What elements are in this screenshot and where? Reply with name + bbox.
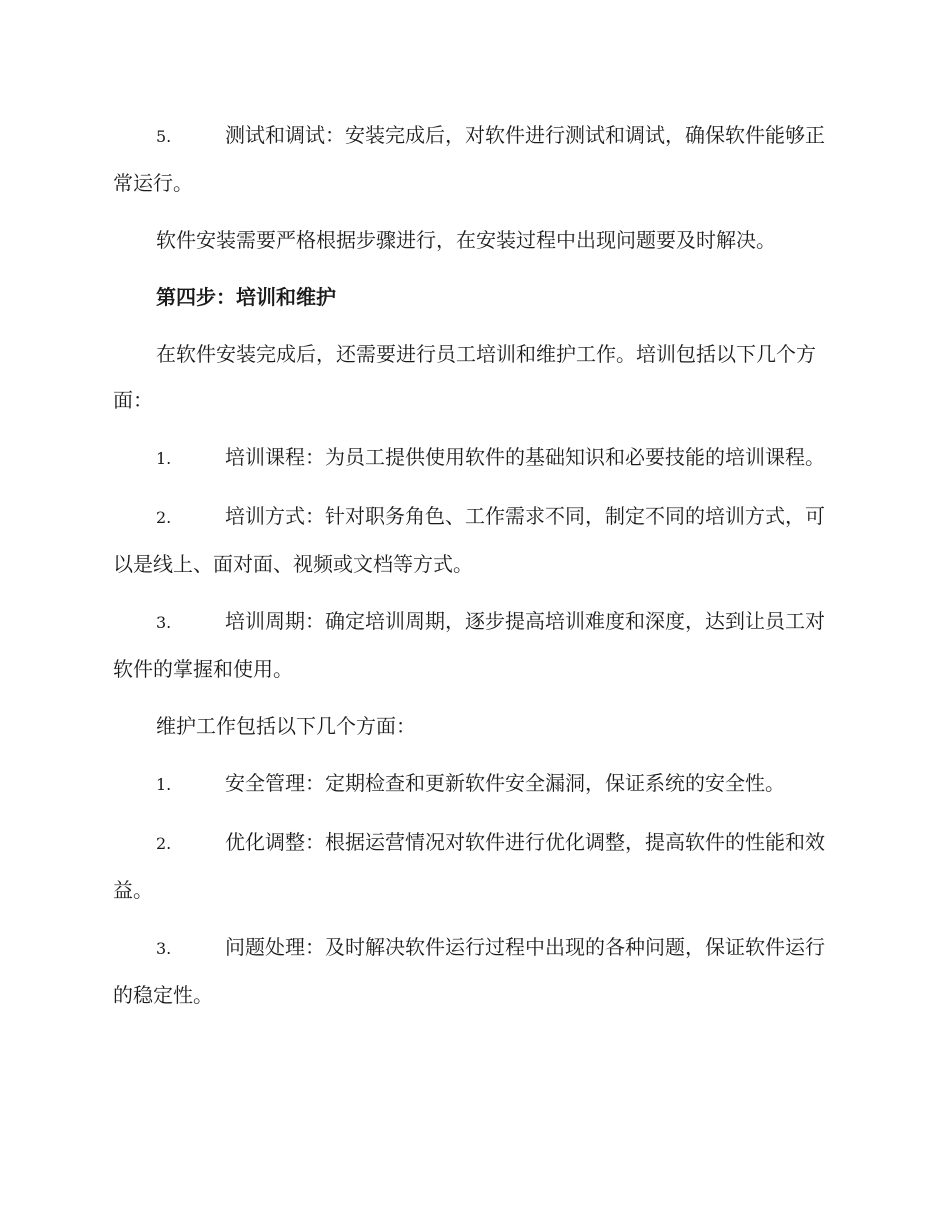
list-item-text: 问题处理：及时解决软件运行过程中出现的各种问题，保证软件运行的稳定性。 [113,935,825,1007]
section-heading-step-four: 第四步：培训和维护 [156,285,336,309]
list-item-training-course [113,434,835,482]
list-item-problem-handling [113,924,835,1018]
list-number: 5. [156,127,172,146]
paragraph-install-note: 软件安装需要严格根据步骤进行，在安装过程中出现问题要及时解决。 [156,228,776,252]
document-body [113,112,835,1029]
list-item-text: 培训方式：针对职务角色、工作需求不同，制定不同的培训方式，可以是线上、面对面、视频或文档等方式。 [113,504,825,576]
list-item-text: 安全管理：定期检查和更新软件安全漏洞，保证系统的安全性。 [225,771,785,795]
list-item-test-debug [113,112,835,206]
list-number: 1. [156,449,172,468]
paragraph-maintenance-intro: 维护工作包括以下几个方面： [156,714,416,738]
list-number: 3. [156,939,172,958]
paragraph-training-intro: 在软件安装完成后，还需要进行员工培训和维护工作。培训包括以下几个方面： [113,342,816,412]
list-number: 2. [156,508,172,527]
list-number: 3. [156,613,172,632]
list-item-training-cycle [113,598,835,692]
list-item-optimization [113,819,835,913]
list-number: 1. [156,775,172,794]
list-item-text: 培训课程：为员工提供使用软件的基础知识和必要技能的培训课程。 [225,445,825,469]
list-item-text: 测试和调试：安装完成后，对软件进行测试和调试，确保软件能够正常运行。 [113,123,825,195]
list-item-text: 优化调整：根据运营情况对软件进行优化调整，提高软件的性能和效益。 [113,830,825,902]
list-item-text: 培训周期：确定培训周期，逐步提高培训难度和深度，达到让员工对软件的掌握和使用。 [113,609,825,681]
list-item-training-method [113,493,835,587]
list-number: 2. [156,834,172,853]
list-item-security [113,760,835,808]
